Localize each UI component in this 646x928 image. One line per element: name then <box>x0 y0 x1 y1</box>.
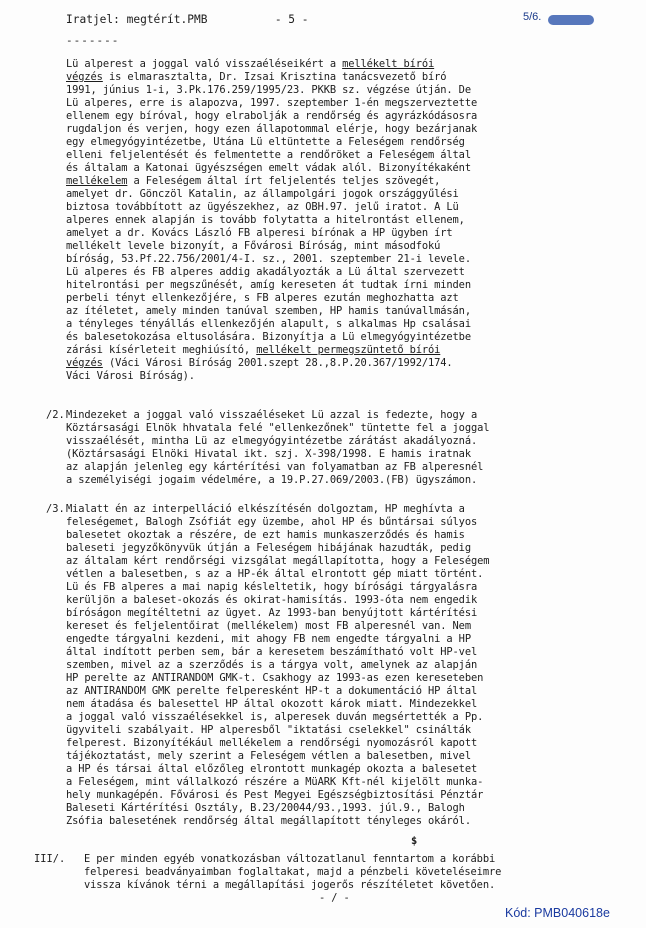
text-line: rugdaljon és verjen, hogy ezen állapotommal elérje, hogy bezárjanak <box>66 123 478 135</box>
text-line: Váci Városi Bíróság). <box>66 370 195 382</box>
stray-mark: $ <box>411 835 418 847</box>
text-line: a személyiségi jogaim védelmére, a 19.P.27.069/2003.(FB) ügyszámon. <box>66 474 478 486</box>
text-line: HP perelte az ANTIRANDOM GMK-t. Csakhogy az 1993-as ezen kereseteben <box>66 672 484 684</box>
text-line: ellenem egy bíróval, hogy elrabolják a rendőrség és agyrázkódásosra <box>66 110 478 122</box>
text-line: az ANTIRANDOM GMK perelte felperesként HP-t a dokumentáció HP által <box>66 685 478 697</box>
document-reference: Iratjel: megtérít.PMB <box>66 13 208 26</box>
text-line: Mindezeket a joggal való visszaéléseket Lü azzal is fedezte, hogy a <box>66 409 478 421</box>
text-line: mellékelt levele bizonyít, a Fővárosi Bíróság, mint másodfokú <box>66 240 441 252</box>
text-line: zárási kísérleteit meghiúsító, mellékelt permegszüntető bírói <box>66 344 441 356</box>
text-line: amelyet a dr. Kovács László FB alperesi bírónak a HP ügyben írt <box>66 227 453 239</box>
text-line: ügyviteli szabályait. HP alperesből "iktatási cselekkel" csinálták <box>66 724 471 736</box>
text-line: Köztársasági Elnök hhvatala felé "ellenkezőnek" tüntette fel a joggal <box>66 422 490 434</box>
text-line: Lü és FB alperes a mai napig késleltetik, hogy bírósági tárgyalásra <box>66 581 478 593</box>
text-line: 1991, június 1-i, 3.Pk.176.259/1995/23. PKKB sz. végzése útján. De <box>66 84 471 96</box>
text-line: bíróság, 53.Pf.22.756/2001/4-I. sz., 2001. szeptember 21-i levele. <box>66 253 471 265</box>
text-line: a Feleségem, mint vállalkozó részére a MüARK Kft-nél kijelölt munka- <box>66 776 484 788</box>
text-line: által indított perben sem, bár a keresetem beszámítható volt HP-vel <box>66 646 478 658</box>
paragraph-3 <box>66 503 489 828</box>
text-line: Baleseti Kártérítési Osztály, B.23/20044/93.,1993. júl.9., Balogh <box>66 802 465 814</box>
text-line: elleni feljelentését és felmentette a rendőröket a Feleségem által <box>66 149 471 161</box>
text-line: tájékoztatást, mely szerint a Feleségem vétlen a balesetben, mivel <box>66 750 471 762</box>
text-line: Lü alperes, erre is alapozva, 1997. szeptember 1-én megszerveztette <box>66 97 478 109</box>
text-line: kereset és feljelentőirat (mellékelem) most FB alperesnél van. Nem <box>66 620 471 632</box>
text-line: E per minden egyéb vonatkozásban változatlanul fenntartom a korábbi <box>84 853 496 865</box>
text-line: balesetet okoztak a részére, de ezt hamis munkaszerződés és hamis <box>66 529 465 541</box>
text-line: hitelrontási per megszűnését, amíg kereseten át tudtak írni minden <box>66 279 471 291</box>
text-line: az általam kért rendőrségi vizsgálat megállapította, hogy a Feleségem <box>66 555 490 567</box>
text-line: Lü alperes és FB alperes addig akadályozták a Lü által szervezett <box>66 266 465 278</box>
text-line: engedte tárgyalni kezdeni, mit ahogy FB nem engedte tárgyalni a HP <box>66 633 471 645</box>
text-line: - / - <box>319 892 350 904</box>
text-line: baleseti jegyzőkönyvük útján a Feleségem hibájának hazudták, pedig <box>66 542 471 554</box>
text-line: nem átadása és balesettel HP által okozott károk miatt. Mindezekkel <box>66 698 478 710</box>
text-line: hely munkagépén. Fővárosi és Pest Megyei Egészségbiztosítási Pénztár <box>66 789 484 801</box>
text-line: feleségemet, Balogh Zsófiát egy üzembe, ahol HP és bűntársai súlyos <box>66 516 478 528</box>
text-line: szemben, mivel az a szerződés is a tárgya volt, amelynek az alapján <box>66 659 478 671</box>
text-line: az alapján jelenleg egy kártérítési van folyamatban az FB alperesnél <box>66 461 484 473</box>
text-line: perbeli tényt ellenkezőjére, s FB alperes ezután meghozhatta azt <box>66 292 459 304</box>
text-line: vissza kívánok térni a megállapítási jogerős részítéletet követően. <box>84 879 496 891</box>
text-line: felperesi beadványaimban foglaltakat, majd a pénzbeli követeléseimre <box>84 866 502 878</box>
header-underline: ------- <box>66 34 120 47</box>
text-line: vétlen a balesetben, s az a HP-ék által elrontott gép miatt történt. <box>66 568 484 580</box>
redaction-scribble <box>548 15 594 25</box>
text-line: felperest. Bizonyítékául mellékelem a rendőrségi nyomozásról kapott <box>66 737 478 749</box>
text-line: végzés (Váci Városi Bíróság 2001.szept 28.,8.P.20.367/1992/174. <box>66 357 453 369</box>
page-header <box>66 13 309 26</box>
text-line: Mialatt én az interpelláció elkészítésén dolgoztam, HP meghívta a <box>66 503 465 515</box>
text-line: egy elmegyógyintézetbe, Utána Lü eltüntette a Feleségem rendőrség <box>66 136 465 148</box>
text-line: Lü alperest a joggal való visszaéléseikért a mellékelt bírói <box>66 58 435 70</box>
paragraph-2 <box>66 409 489 487</box>
text-line: az ítéletet, amely minden tanúval szemben, HP hamis tanúvallmásán, <box>66 305 471 317</box>
paragraph-1 <box>66 58 477 383</box>
text-line: és balesetokozása eltusolására. Bizonyítja a Lü elmegyógyintézetbe <box>66 331 471 343</box>
text-line: a tényleges tényállás ellenkezőjén alapult, s alkalmas Hp csalásai <box>66 318 471 330</box>
text-line: biztosa továbbított az ügyészekhez, az OBH.97. jelű iratot. A Lü <box>66 201 459 213</box>
text-line: amelyet dr. Gönczöl Katalin, az állampolgári jogok országgyűlési <box>66 188 459 200</box>
document-code: Kód: PMB040618e <box>505 906 610 920</box>
text-line: végzés is elmarasztalta, Dr. Izsai Krisztina tanácsvezető bíró <box>66 71 447 83</box>
text-line: és általam a Katonai ügyészségen emelt vádak alól. Bizonyítékaként <box>66 162 471 174</box>
paragraph-4-marker: III/. <box>34 853 66 865</box>
text-line: mellékelem a Feleségem által írt feljelentés teljes szövegét, <box>66 175 441 187</box>
text-line: bíróságon megítéltetni az ügyet. Az 1993-ban benyújtott kártérítési <box>66 607 478 619</box>
paragraph-2-marker: /2. <box>46 409 65 421</box>
text-line: (Köztársasági Elnöki Hivatal ikt. szj. X-398/1998. E hamis iratnak <box>66 448 471 460</box>
corner-page-reference: 5/6. <box>523 11 542 23</box>
text-line: kerüljön a baleset-okozás és okirat-hamisítás. 1993-óta nem engedik <box>66 594 478 606</box>
page-number: - 5 - <box>274 13 309 26</box>
paragraph-3-marker: /3. <box>46 503 65 515</box>
text-line: Zsófia balesetének rendőrség által megállapított tényleges okáról. <box>66 815 471 827</box>
text-line: a joggal való visszaélésekkel is, alperesek duván megsértették a Pp. <box>66 711 484 723</box>
text-line: visszaélését, mintha Lü az elmegyógyintézetbe zárátást akadályozná. <box>66 435 478 447</box>
paragraph-4 <box>84 853 501 905</box>
text-line: alperes ennek alapján is tovább folytatta a hitelrontást ellenem, <box>66 214 465 226</box>
text-line: a HP és társai által előzőleg elrontott munkagép okozta a balesetet <box>66 763 478 775</box>
